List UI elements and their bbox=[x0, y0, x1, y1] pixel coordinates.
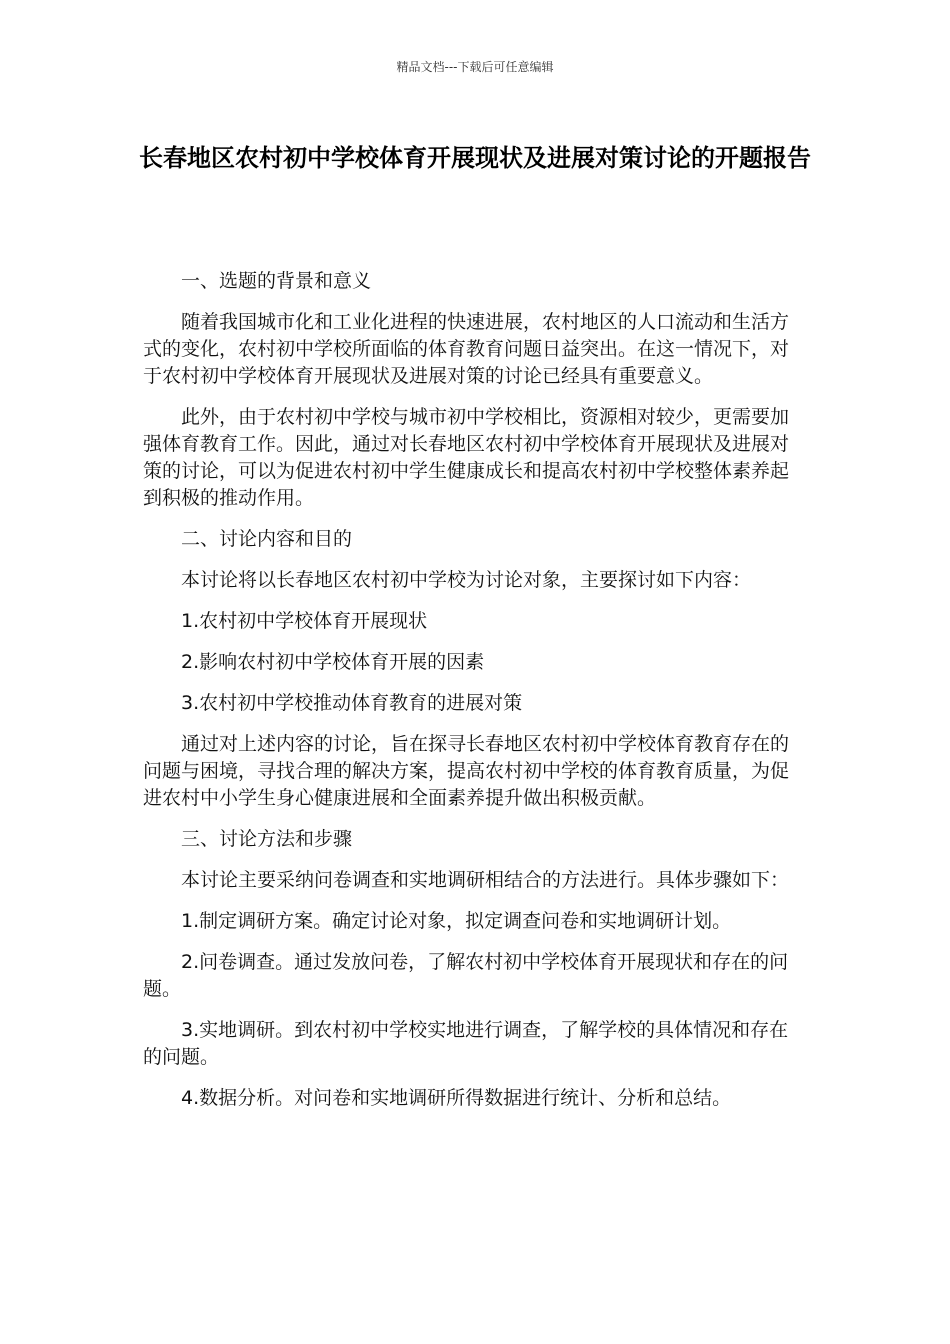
section-heading-method: 三、讨论方法和步骤 bbox=[181, 828, 353, 850]
list-item: 3.实地调研。到农村初中学校实地进行调查，了解学校的具体情况和存在的问题。 bbox=[143, 1019, 789, 1068]
section-heading-background: 一、选题的背景和意义 bbox=[181, 270, 372, 292]
paragraph: 本讨论将以长春地区农村初中学校为讨论对象，主要探讨如下内容： bbox=[181, 569, 752, 591]
list-item: 2.影响农村初中学校体育开展的因素 bbox=[181, 651, 485, 673]
list-item: 4.数据分析。对问卷和实地调研所得数据进行统计、分析和总结。 bbox=[181, 1087, 732, 1109]
section-heading-content: 二、讨论内容和目的 bbox=[181, 528, 353, 550]
list-item: 1.制定调研方案。确定讨论对象，拟定调查问卷和实地调研计划。 bbox=[181, 910, 732, 932]
list-item: 2.问卷调查。通过发放问卷，了解农村初中学校体育开展现状和存在的问题。 bbox=[143, 951, 789, 1000]
paragraph: 随着我国城市化和工业化进程的快速进展，农村地区的人口流动和生活方式的变化，农村初中学校所面临的体育教育问题日益突出。在这一情况下，对于农村初中学校体育开展现状及进展对策的讨论已经具有重要意义。 bbox=[143, 311, 790, 387]
paragraph: 通过对上述内容的讨论，旨在探寻长春地区农村初中学校体育教育存在的问题与困境，寻找合理的解决方案，提高农村初中学校的体育教育质量，为促进农村中小学生身心健康进展和全面素养提升做出积极贡献。 bbox=[143, 733, 790, 809]
list-item: 3.农村初中学校推动体育教育的进展对策 bbox=[181, 692, 523, 714]
document-body bbox=[143, 268, 803, 1126]
list-item: 1.农村初中学校体育开展现状 bbox=[181, 610, 428, 632]
paragraph: 本讨论主要采纳问卷调查和实地调研相结合的方法进行。具体步骤如下： bbox=[181, 869, 790, 891]
document-title: 长春地区农村初中学校体育开展现状及进展对策讨论的开题报告 bbox=[139, 144, 811, 172]
header-note: 精品文档---下载后可任意编辑 bbox=[396, 60, 554, 74]
paragraph: 此外，由于农村初中学校与城市初中学校相比，资源相对较少，更需要加强体育教育工作。因此，通过对长春地区农村初中学校体育开展现状及进展对策的讨论，可以为促进农村初中学生健康成长和提高农村初中学校整体素养起到积极的推动作用。 bbox=[143, 406, 790, 509]
